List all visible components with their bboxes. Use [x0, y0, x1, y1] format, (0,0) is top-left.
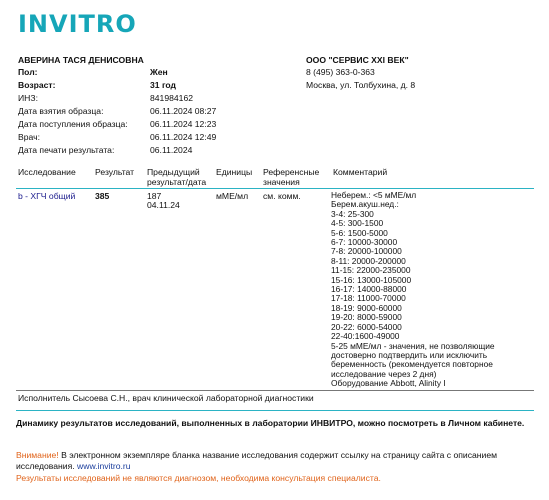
sample-date-value: 06.11.2024 08:27: [150, 106, 217, 116]
comment-line: исследование через 2 дня): [331, 368, 437, 379]
comment-line: 8-11: 20000-200000: [331, 255, 406, 266]
col-units-header: Единицы: [216, 167, 253, 177]
comment-line: беременность (рекомендуется повторное: [331, 359, 493, 370]
received-date-label: Дата поступления образца:: [18, 119, 128, 129]
comment-line: 18-19: 9000-60000: [331, 302, 402, 313]
comment-line: 15-16: 13000-105000: [331, 274, 412, 285]
table-bottom-divider: [16, 390, 534, 391]
company-name: ООО "СЕРВИС XXI ВЕК": [306, 55, 409, 65]
received-date-value: 06.11.2024 12:23: [150, 119, 217, 129]
performer-divider: [16, 410, 534, 411]
comment-line: 11-15: 22000-235000: [331, 265, 411, 276]
dynamics-notice: Динамику результатов исследований, выполненных в лаборатории ИНВИТРО, можно посмотреть в Личном кабинете.: [16, 418, 525, 428]
performer-text: Исполнитель Сысоева С.Н., врач клинической лабораторной диагностики: [18, 393, 314, 403]
print-date-label: Дата печати результата:: [18, 145, 115, 155]
attention-label: Внимание!: [16, 450, 59, 460]
patient-name: АВЕРИНА ТАСЯ ДЕНИСОВНА: [18, 55, 144, 65]
inz-label: ИНЗ:: [18, 93, 38, 103]
attention-notice: [16, 450, 536, 472]
units-value: мМЕ/мл: [216, 191, 249, 201]
sample-date-label: Дата взятия образца:: [18, 106, 104, 116]
doctor-label: Врач:: [18, 132, 40, 142]
col-previous-header: Предыдущий результат/дата: [147, 167, 207, 187]
attention-text: В электронном экземпляре бланка название исследования содержит ссылку на страницу сайта с описанием исследования.: [16, 450, 498, 471]
comment-line: достоверно подтвердить или исключить: [331, 349, 488, 360]
reference-value: см. комм.: [263, 191, 301, 201]
previous-result-date: 04.11.24: [147, 200, 180, 210]
col-reference-header: Референсные значения: [263, 167, 320, 187]
company-address: Москва, ул. Толбухина, д. 8: [306, 80, 416, 90]
sex-value: Жен: [150, 67, 168, 77]
comment-line: 19-20: 8000-59000: [331, 312, 402, 323]
invitro-site-link[interactable]: www.invitro.ru: [77, 461, 131, 471]
previous-result-value: 187: [147, 191, 162, 201]
comment-line: 16-17: 14000-88000: [331, 284, 407, 295]
age-label: Возраст:: [18, 80, 56, 90]
comment-line: Оборудование Abbott, Alinity I: [331, 378, 446, 389]
comment-line: 22-40:1600-49000: [331, 331, 400, 342]
comment-line: 4-5: 300-1500: [331, 218, 384, 229]
disclaimer-text: Результаты исследований не являются диагнозом, необходима консультация специалиста.: [16, 473, 381, 483]
comment-line: 5-25 мМЕ/мл - значения, не позволяющие: [331, 340, 495, 351]
inz-value: 841984162: [150, 93, 194, 103]
company-phone: 8 (495) 363-0-363: [306, 67, 375, 77]
comment-line: 17-18: 11000-70000: [331, 293, 406, 304]
doctor-value: 06.11.2024 12:49: [150, 132, 217, 142]
sex-label: Пол:: [18, 67, 38, 77]
comment-line: 3-4: 25-300: [331, 208, 374, 219]
print-date-value: 06.11.2024: [150, 145, 193, 155]
table-header-divider: [16, 188, 534, 189]
age-value: 31 год: [150, 80, 177, 90]
comment-block: [331, 191, 495, 389]
result-value: 385: [95, 191, 110, 201]
comment-line: Неберем.: <5 мМЕ/мл: [331, 190, 417, 200]
col-result-header: Результат: [95, 167, 135, 177]
comment-line: 20-22: 6000-54000: [331, 321, 402, 332]
comment-line: 5-6: 1500-5000: [331, 227, 388, 238]
invitro-logo: INVITRO: [18, 10, 137, 38]
comment-line: 7-8: 20000-100000: [331, 246, 402, 257]
col-test-header: Исследование: [18, 167, 76, 177]
comment-line: Берем.акуш.нед.:: [331, 199, 399, 210]
test-name-link[interactable]: b - ХГЧ общий: [18, 191, 76, 201]
col-comment-header: Комментарий: [333, 167, 388, 177]
comment-line: 6-7: 10000-30000: [331, 237, 398, 248]
